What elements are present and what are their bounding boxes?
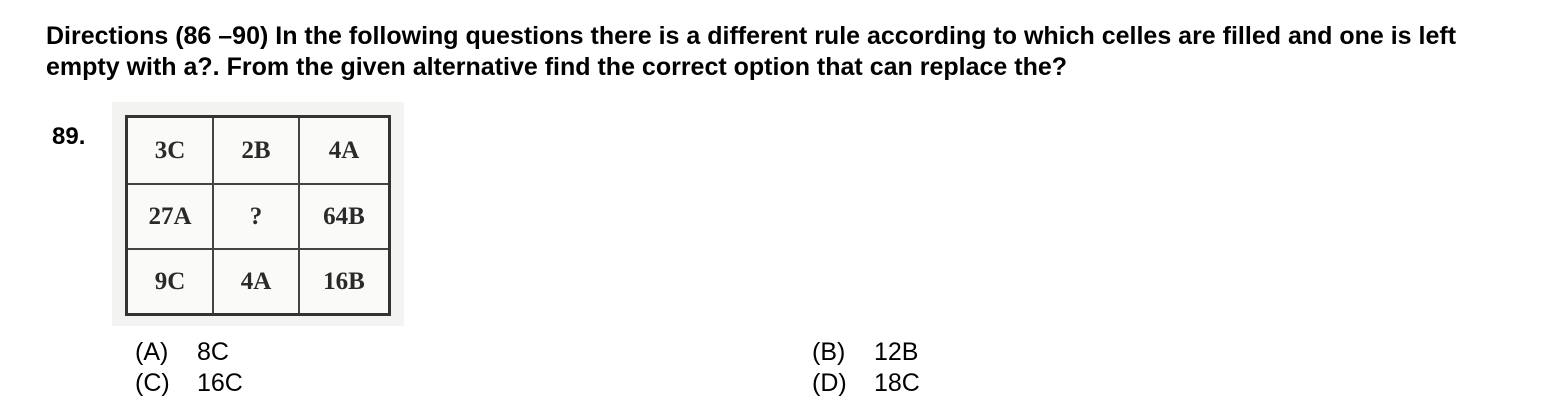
grid-cell-r2c2-missing: ? (214, 185, 300, 250)
grid-cell-r2c1: 27A (128, 185, 214, 250)
option-d-label: (D) (812, 369, 847, 397)
option-a-label: (A) (135, 338, 169, 366)
option-b-label: (B) (812, 338, 846, 366)
grid-cell-r1c3: 4A (300, 118, 388, 185)
directions-text: Directions (86 –90) In the following questions there is a different rule according to which celles are filled and one is left empty with a?. From the given alternative find the correct option that can replace the? (46, 22, 1457, 81)
option-a-value: 8C (197, 338, 229, 366)
puzzle-grid (125, 115, 391, 316)
grid-cell-r3c3: 16B (323, 267, 365, 295)
option-b-value: 12B (874, 338, 919, 366)
option-c-label: (C) (135, 369, 170, 397)
option-d-value: 18C (874, 369, 920, 397)
grid-cell-r3c2: 4A (214, 250, 300, 313)
grid-cell-r3c1: 9C (128, 250, 214, 313)
grid-cell-r1c2: 2B (214, 118, 300, 185)
question-number: 89. (52, 123, 86, 150)
option-d[interactable] (812, 368, 920, 399)
option-c-value: 16C (197, 369, 243, 397)
grid-cell-r1c1: 3C (128, 118, 214, 185)
option-c[interactable] (135, 368, 243, 399)
grid-cell-r2c3: 64B (300, 185, 388, 250)
option-a[interactable] (135, 337, 229, 368)
option-b[interactable] (812, 337, 918, 368)
